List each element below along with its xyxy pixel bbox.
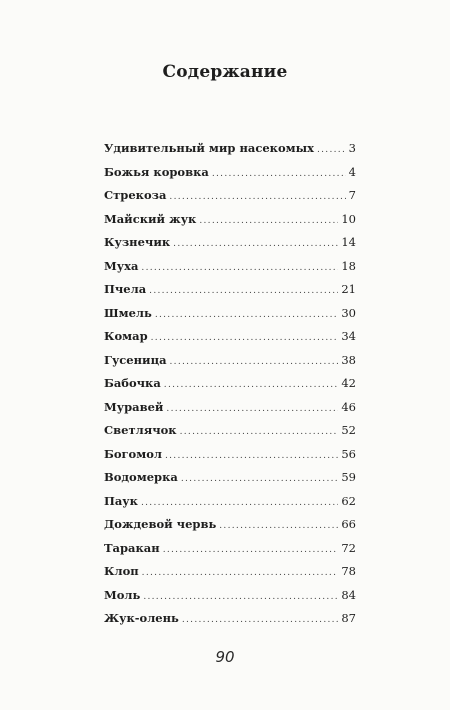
toc-entry bbox=[104, 537, 356, 561]
toc-entry-title: Богомол bbox=[104, 446, 162, 461]
toc-entry bbox=[104, 278, 356, 302]
dot-leader bbox=[170, 351, 339, 375]
dot-leader bbox=[141, 492, 338, 516]
toc-entry-title: Паук bbox=[104, 493, 138, 508]
dot-leader bbox=[142, 562, 339, 586]
toc-entry bbox=[104, 325, 356, 349]
dot-leader bbox=[149, 280, 338, 304]
dot-leader bbox=[199, 210, 338, 234]
toc-entry-page: 21 bbox=[341, 282, 356, 296]
toc-entry-title: Муха bbox=[104, 258, 139, 273]
toc-entry-page: 66 bbox=[341, 517, 356, 531]
toc-entry-page: 78 bbox=[341, 564, 356, 578]
toc-entry bbox=[104, 255, 356, 279]
toc-entry-title: Комар bbox=[104, 329, 148, 343]
toc-entry-page: 72 bbox=[341, 540, 356, 555]
toc-entry-page: 59 bbox=[341, 470, 356, 484]
dot-leader bbox=[166, 398, 338, 422]
dot-leader bbox=[141, 257, 338, 281]
toc-entry bbox=[104, 161, 356, 185]
toc-entry bbox=[104, 607, 356, 631]
toc-entry-page: 52 bbox=[341, 423, 356, 437]
toc-entry-page: 4 bbox=[348, 164, 356, 179]
toc-entry bbox=[104, 560, 356, 584]
dot-leader bbox=[212, 163, 346, 187]
toc-entry-page: 62 bbox=[341, 493, 356, 508]
toc-entry bbox=[104, 513, 356, 537]
toc-entry bbox=[104, 349, 356, 373]
toc-entry-title: Божья коровка bbox=[104, 164, 209, 179]
toc-entry-title: Шмель bbox=[104, 305, 152, 320]
dot-leader bbox=[173, 233, 338, 257]
toc-entry-title: Майский жук bbox=[104, 211, 197, 226]
page-number: 90 bbox=[215, 648, 235, 666]
page-title: Содержание bbox=[162, 62, 288, 82]
toc-entry bbox=[104, 490, 356, 514]
table-of-contents bbox=[104, 137, 356, 631]
toc-entry-title: Гусеница bbox=[104, 352, 167, 367]
toc-entry-page: 34 bbox=[341, 329, 356, 343]
toc-entry-title: Стрекоза bbox=[104, 188, 167, 202]
dot-leader bbox=[181, 468, 339, 492]
toc-entry-title: Пчела bbox=[104, 282, 147, 296]
toc-entry-page: 42 bbox=[341, 376, 356, 390]
dot-leader bbox=[180, 421, 339, 445]
dot-leader bbox=[151, 327, 339, 351]
toc-entry-title: Водомерка bbox=[104, 470, 178, 484]
toc-entry-page: 18 bbox=[341, 258, 356, 273]
toc-entry-title: Кузнечик bbox=[104, 235, 171, 249]
toc-entry bbox=[104, 372, 356, 396]
toc-entry bbox=[104, 584, 356, 608]
toc-entry-title: Таракан bbox=[104, 540, 160, 555]
toc-entry-title: Клоп bbox=[104, 564, 139, 578]
toc-entry-page: 30 bbox=[341, 305, 356, 320]
dot-leader bbox=[169, 186, 345, 210]
toc-entry bbox=[104, 137, 356, 161]
toc-entry-title: Дождевой червь bbox=[104, 517, 217, 531]
dot-leader bbox=[155, 304, 339, 328]
dot-leader bbox=[165, 445, 338, 469]
toc-entry-page: 38 bbox=[341, 352, 356, 367]
toc-entry-title: Моль bbox=[104, 587, 141, 602]
toc-entry bbox=[104, 231, 356, 255]
toc-entry-page: 10 bbox=[341, 211, 356, 226]
toc-entry bbox=[104, 443, 356, 467]
toc-entry bbox=[104, 208, 356, 232]
toc-entry bbox=[104, 396, 356, 420]
dot-leader bbox=[317, 139, 346, 163]
toc-entry-page: 7 bbox=[348, 188, 356, 202]
dot-leader bbox=[143, 586, 338, 610]
toc-entry-title: Бабочка bbox=[104, 376, 161, 390]
toc-entry-page: 46 bbox=[341, 399, 356, 414]
dot-leader bbox=[163, 539, 339, 563]
toc-entry bbox=[104, 184, 356, 208]
dot-leader bbox=[182, 609, 339, 633]
toc-entry-title: Муравей bbox=[104, 399, 164, 414]
toc-entry-page: 14 bbox=[341, 235, 356, 249]
toc-entry bbox=[104, 302, 356, 326]
toc-entry bbox=[104, 419, 356, 443]
toc-entry-title: Светлячок bbox=[104, 423, 177, 437]
toc-entry-page: 84 bbox=[341, 587, 356, 602]
toc-entry-title: Жук-олень bbox=[104, 611, 179, 625]
toc-entry bbox=[104, 466, 356, 490]
toc-entry-page: 3 bbox=[348, 141, 356, 155]
toc-entry-title: Удивительный мир насекомых bbox=[104, 141, 314, 155]
toc-entry-page: 87 bbox=[341, 611, 356, 625]
dot-leader bbox=[164, 374, 339, 398]
toc-entry-page: 56 bbox=[341, 446, 356, 461]
dot-leader bbox=[219, 515, 338, 539]
